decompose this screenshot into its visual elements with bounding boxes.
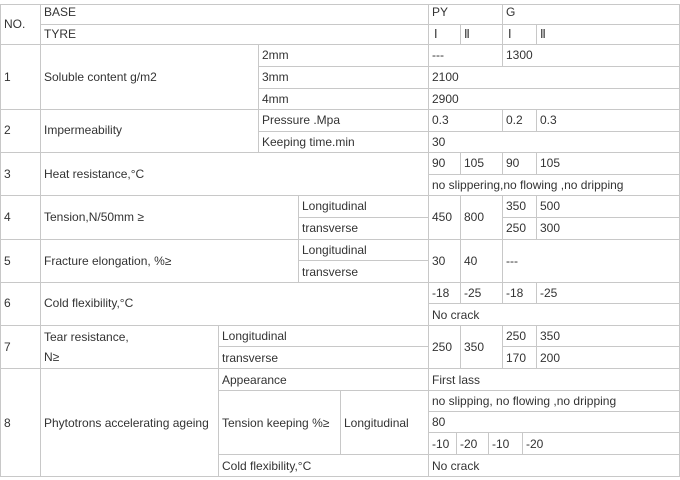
row7-transverse: transverse — [222, 351, 279, 365]
row6-no: 6 — [4, 296, 11, 310]
row7-longitudinal: Longitudinal — [222, 329, 287, 343]
row6-value-3: -18 — [506, 286, 524, 300]
grid-line — [40, 4, 41, 477]
row7-py-2: 350 — [464, 340, 485, 354]
grid-line — [298, 195, 299, 283]
row6-note: No crack — [432, 308, 480, 322]
row5-g: --- — [506, 254, 518, 268]
grid-line — [502, 152, 503, 175]
row7-g1-long: 250 — [506, 329, 527, 343]
grid-line — [502, 346, 680, 347]
grid-line — [488, 432, 489, 455]
grid-line — [428, 432, 680, 433]
row4-py-1: 450 — [432, 210, 453, 224]
grid-line — [0, 152, 680, 153]
row8-value-4: -20 — [526, 437, 544, 451]
grid-line — [460, 195, 461, 283]
row5-no: 5 — [4, 254, 11, 268]
row1-4mm-value: 2900 — [432, 92, 459, 106]
row8-value-3: -10 — [492, 437, 510, 451]
row7-item-line1: Tear resistance, — [44, 330, 129, 344]
row5-transverse: transverse — [302, 265, 359, 279]
row8-value-1: -10 — [432, 437, 450, 451]
header-py-type-ii: Ⅱ — [464, 27, 470, 41]
header-g: G — [506, 5, 516, 19]
row1-3mm-value: 2100 — [432, 70, 459, 84]
header-tyre: TYRE — [44, 27, 77, 41]
row4-transverse: transverse — [302, 221, 359, 235]
grid-line — [0, 476, 680, 477]
row5-item: Fracture elongation, %≥ — [44, 254, 172, 268]
grid-line — [536, 282, 537, 304]
grid-line — [258, 66, 680, 67]
row4-g2-trans: 300 — [540, 221, 561, 235]
grid-line — [428, 174, 680, 175]
row8-item: Phytotrons accelerating ageing — [44, 416, 209, 430]
grid-line — [218, 346, 428, 347]
grid-line — [258, 44, 259, 153]
row8-tension-label: Tension keeping %≥ — [222, 416, 330, 430]
row8-cold-label: Cold flexibility,°C — [222, 459, 312, 473]
grid-line — [298, 260, 428, 261]
row7-g2-long: 350 — [540, 329, 561, 343]
row5-longitudinal: Longitudinal — [302, 243, 367, 257]
row4-no: 4 — [4, 210, 11, 224]
row6-value-1: -18 — [432, 286, 450, 300]
row7-py-1: 250 — [432, 340, 453, 354]
row4-g2-long: 500 — [540, 199, 561, 213]
row2-pressure-py: 0.3 — [432, 113, 449, 127]
grid-line — [0, 44, 680, 45]
row8-tension-note: no slipping, no flowing ,no dripping — [432, 394, 617, 408]
grid-line — [502, 109, 503, 132]
row4-g1-trans: 250 — [506, 221, 527, 235]
row2-keeping-value: 30 — [432, 135, 446, 149]
grid-line — [522, 432, 523, 455]
row8-no: 8 — [4, 416, 11, 430]
row3-value-2: 105 — [464, 156, 485, 170]
grid-line — [536, 152, 537, 175]
row3-value-3: 90 — [506, 156, 520, 170]
grid-line — [502, 4, 503, 45]
row6-value-2: -25 — [464, 286, 482, 300]
row3-value-1: 90 — [432, 156, 446, 170]
header-no: NO. — [4, 17, 26, 31]
grid-line — [536, 325, 537, 369]
grid-line — [460, 282, 461, 304]
grid-line — [0, 109, 680, 110]
header-g-type-ii: Ⅱ — [540, 27, 546, 41]
grid-line — [428, 303, 680, 304]
row2-pressure-label: Pressure .Mpa — [262, 113, 341, 127]
row1-item: Soluble content g/m2 — [44, 70, 157, 84]
row1-thick-4mm: 4mm — [262, 92, 289, 106]
row7-item-line2: N≥ — [44, 350, 60, 364]
row1-thick-2mm: 2mm — [262, 48, 289, 62]
row4-g1-long: 350 — [506, 199, 527, 213]
grid-line — [502, 282, 503, 304]
grid-line — [0, 4, 1, 477]
row2-pressure-g1: 0.2 — [506, 113, 523, 127]
grid-line — [0, 195, 680, 196]
header-g-type-i: Ⅰ — [508, 27, 512, 41]
row1-2mm-g: 1300 — [506, 48, 533, 62]
grid-line — [502, 195, 503, 283]
grid-line — [428, 4, 429, 477]
grid-line — [218, 390, 680, 391]
row7-no: 7 — [4, 340, 11, 354]
grid-line — [218, 325, 219, 477]
grid-line — [258, 88, 680, 89]
row8-appearance-value: First lass — [432, 373, 480, 387]
grid-line — [502, 44, 503, 67]
grid-line — [456, 432, 457, 455]
grid-line — [258, 131, 680, 132]
grid-line — [428, 411, 680, 412]
row3-value-4: 105 — [540, 156, 561, 170]
grid-line — [298, 217, 428, 218]
header-py-type-i: Ⅰ — [434, 27, 438, 41]
grid-line — [460, 152, 461, 175]
grid-line — [536, 195, 537, 239]
row8-longitudinal: Longitudinal — [344, 416, 409, 430]
row7-g2-trans: 200 — [540, 351, 561, 365]
grid-line — [536, 24, 537, 45]
grid-line — [536, 109, 537, 132]
header-base: BASE — [44, 5, 77, 19]
row2-item: Impermeability — [44, 123, 123, 137]
grid-line — [460, 24, 461, 45]
grid-line — [0, 282, 680, 283]
grid-line — [0, 239, 680, 240]
grid-line — [0, 368, 680, 369]
row1-2mm-py: --- — [432, 48, 444, 62]
row8-cold-value: No crack — [432, 459, 480, 473]
row7-g1-trans: 170 — [506, 351, 527, 365]
grid-line — [0, 4, 680, 5]
row4-longitudinal: Longitudinal — [302, 199, 367, 213]
row1-no: 1 — [4, 70, 11, 84]
row4-py-2: 800 — [464, 210, 485, 224]
grid-line — [460, 325, 461, 369]
row4-item: Tension,N/50mm ≥ — [44, 210, 144, 224]
row2-pressure-g2: 0.3 — [540, 113, 557, 127]
row3-no: 3 — [4, 167, 11, 181]
row3-item: Heat resistance,°C — [44, 167, 145, 181]
row5-py-1: 30 — [432, 254, 446, 268]
row8-value-2: -20 — [460, 437, 478, 451]
grid-line — [502, 325, 503, 369]
row6-value-4: -25 — [540, 286, 558, 300]
row6-item: Cold flexibility,°C — [44, 296, 134, 310]
row1-thick-3mm: 3mm — [262, 70, 289, 84]
grid-line — [40, 24, 680, 25]
row8-appearance-label: Appearance — [222, 373, 287, 387]
row3-note: no slippering,no flowing ,no dripping — [432, 178, 624, 192]
row2-no: 2 — [4, 123, 11, 137]
row8-tension-value: 80 — [432, 415, 446, 429]
grid-line — [340, 390, 341, 455]
grid-line — [218, 454, 680, 455]
row5-py-2: 40 — [464, 254, 478, 268]
grid-line — [0, 325, 680, 326]
header-py: PY — [432, 5, 449, 19]
grid-line — [502, 217, 680, 218]
row2-keeping-label: Keeping time.min — [262, 135, 355, 149]
